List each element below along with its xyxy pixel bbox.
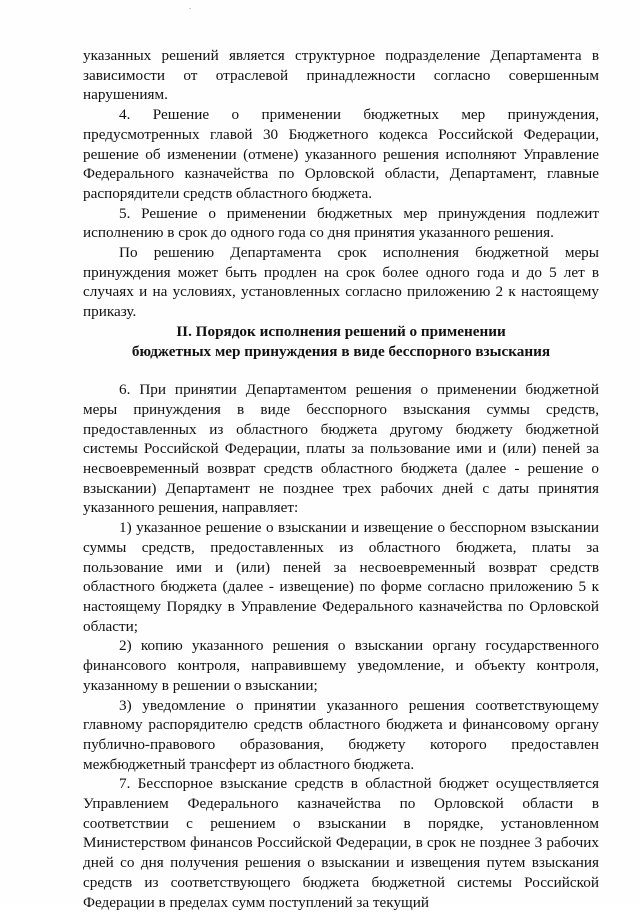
paragraph-item-4: 4. Решение о применении бюджетных мер принуждения, предусмотренных главой 30 Бюджетного кодекса Российской Федерации, решение об изменении (отмене) указанного решения исполняют Управление Федерального казначейства по Орловской области, Департамент, главные распорядители средств областного бюджета.: [83, 106, 599, 202]
paragraph-item-7: 7. Бесспорное взыскание средств в областной бюджет осуществляется Управлением Федерального казначейства по Орловской области в соответствии с решением о взыскании в порядке, установленном Министерством финансов Российской Федерации, в срок не позднее 3 рабочих дней со дня получения решения о взыскании и извещения путем взыскания средств из соответствующего бюджета бюджетной системы Российской Федерации в пределах сумм поступлений за текущий: [83, 775, 599, 911]
subitem-2: 2) копию указанного решения о взыскании органу государственного финансового контроля, направившему уведомление, и объекту контроля, указанному в решении о взыскании;: [83, 637, 599, 694]
section-heading-line-1: II. Порядок исполнения решений о применении: [176, 322, 506, 340]
paragraph-continuation: указанных решений является структурное подразделение Департамента в зависимости от отраслевой принадлежности согласно совершенным нарушениям.: [83, 47, 599, 104]
paragraph-item-5: 5. Решение о применении бюджетных мер принуждения подлежит исполнению в срок до одного года со дня принятия указанного решения.: [83, 204, 599, 242]
paragraph-item-6: 6. При принятии Департаментом решения о применении бюджетной меры принуждения в виде бесспорного взыскания суммы средств, предоставленных из областного бюджета другому бюджету бюджетной системы Российской Федерации, платы за пользование ими и (или) пеней за несвоевременный возврат средств областного бюджета (далее - решение о взыскании) Департамент не позднее трех рабочих дней с даты принятия указанного решения, направляет:: [83, 381, 599, 517]
spacer: [83, 361, 599, 380]
section-heading: [83, 322, 599, 361]
section-heading-line-2: бюджетных мер принуждения в виде бесспорного взыскания: [131, 342, 551, 360]
subitem-3: 3) уведомление о принятии указанного решения соответствующему главному распорядителю средств областного бюджета и финансовому органу публично-правового образования, бюджету которого предоставлен межбюджетный трансферт из областного бюджета.: [83, 696, 599, 773]
subitem-1: 1) указанное решение о взыскании и извещение о бесспорном взыскании суммы средств, предоставленных из областного бюджета, платы за пользование ими и (или) пеней за несвоевременный возврат средств областного бюджета (далее - извещение) по форме согласно приложению 5 к настоящему Порядку в Управление Федерального казначейства по Орловской области;: [83, 519, 599, 635]
paragraph-extension: По решению Департамента срок исполнения бюджетной меры принуждения может быть продлен на срок более одного года и до 5 лет в случаях и на условиях, установленных согласно приложению 2 к настоящему приказу.: [83, 244, 599, 321]
scan-speck: [189, 8, 191, 9]
document-body: [83, 46, 599, 912]
